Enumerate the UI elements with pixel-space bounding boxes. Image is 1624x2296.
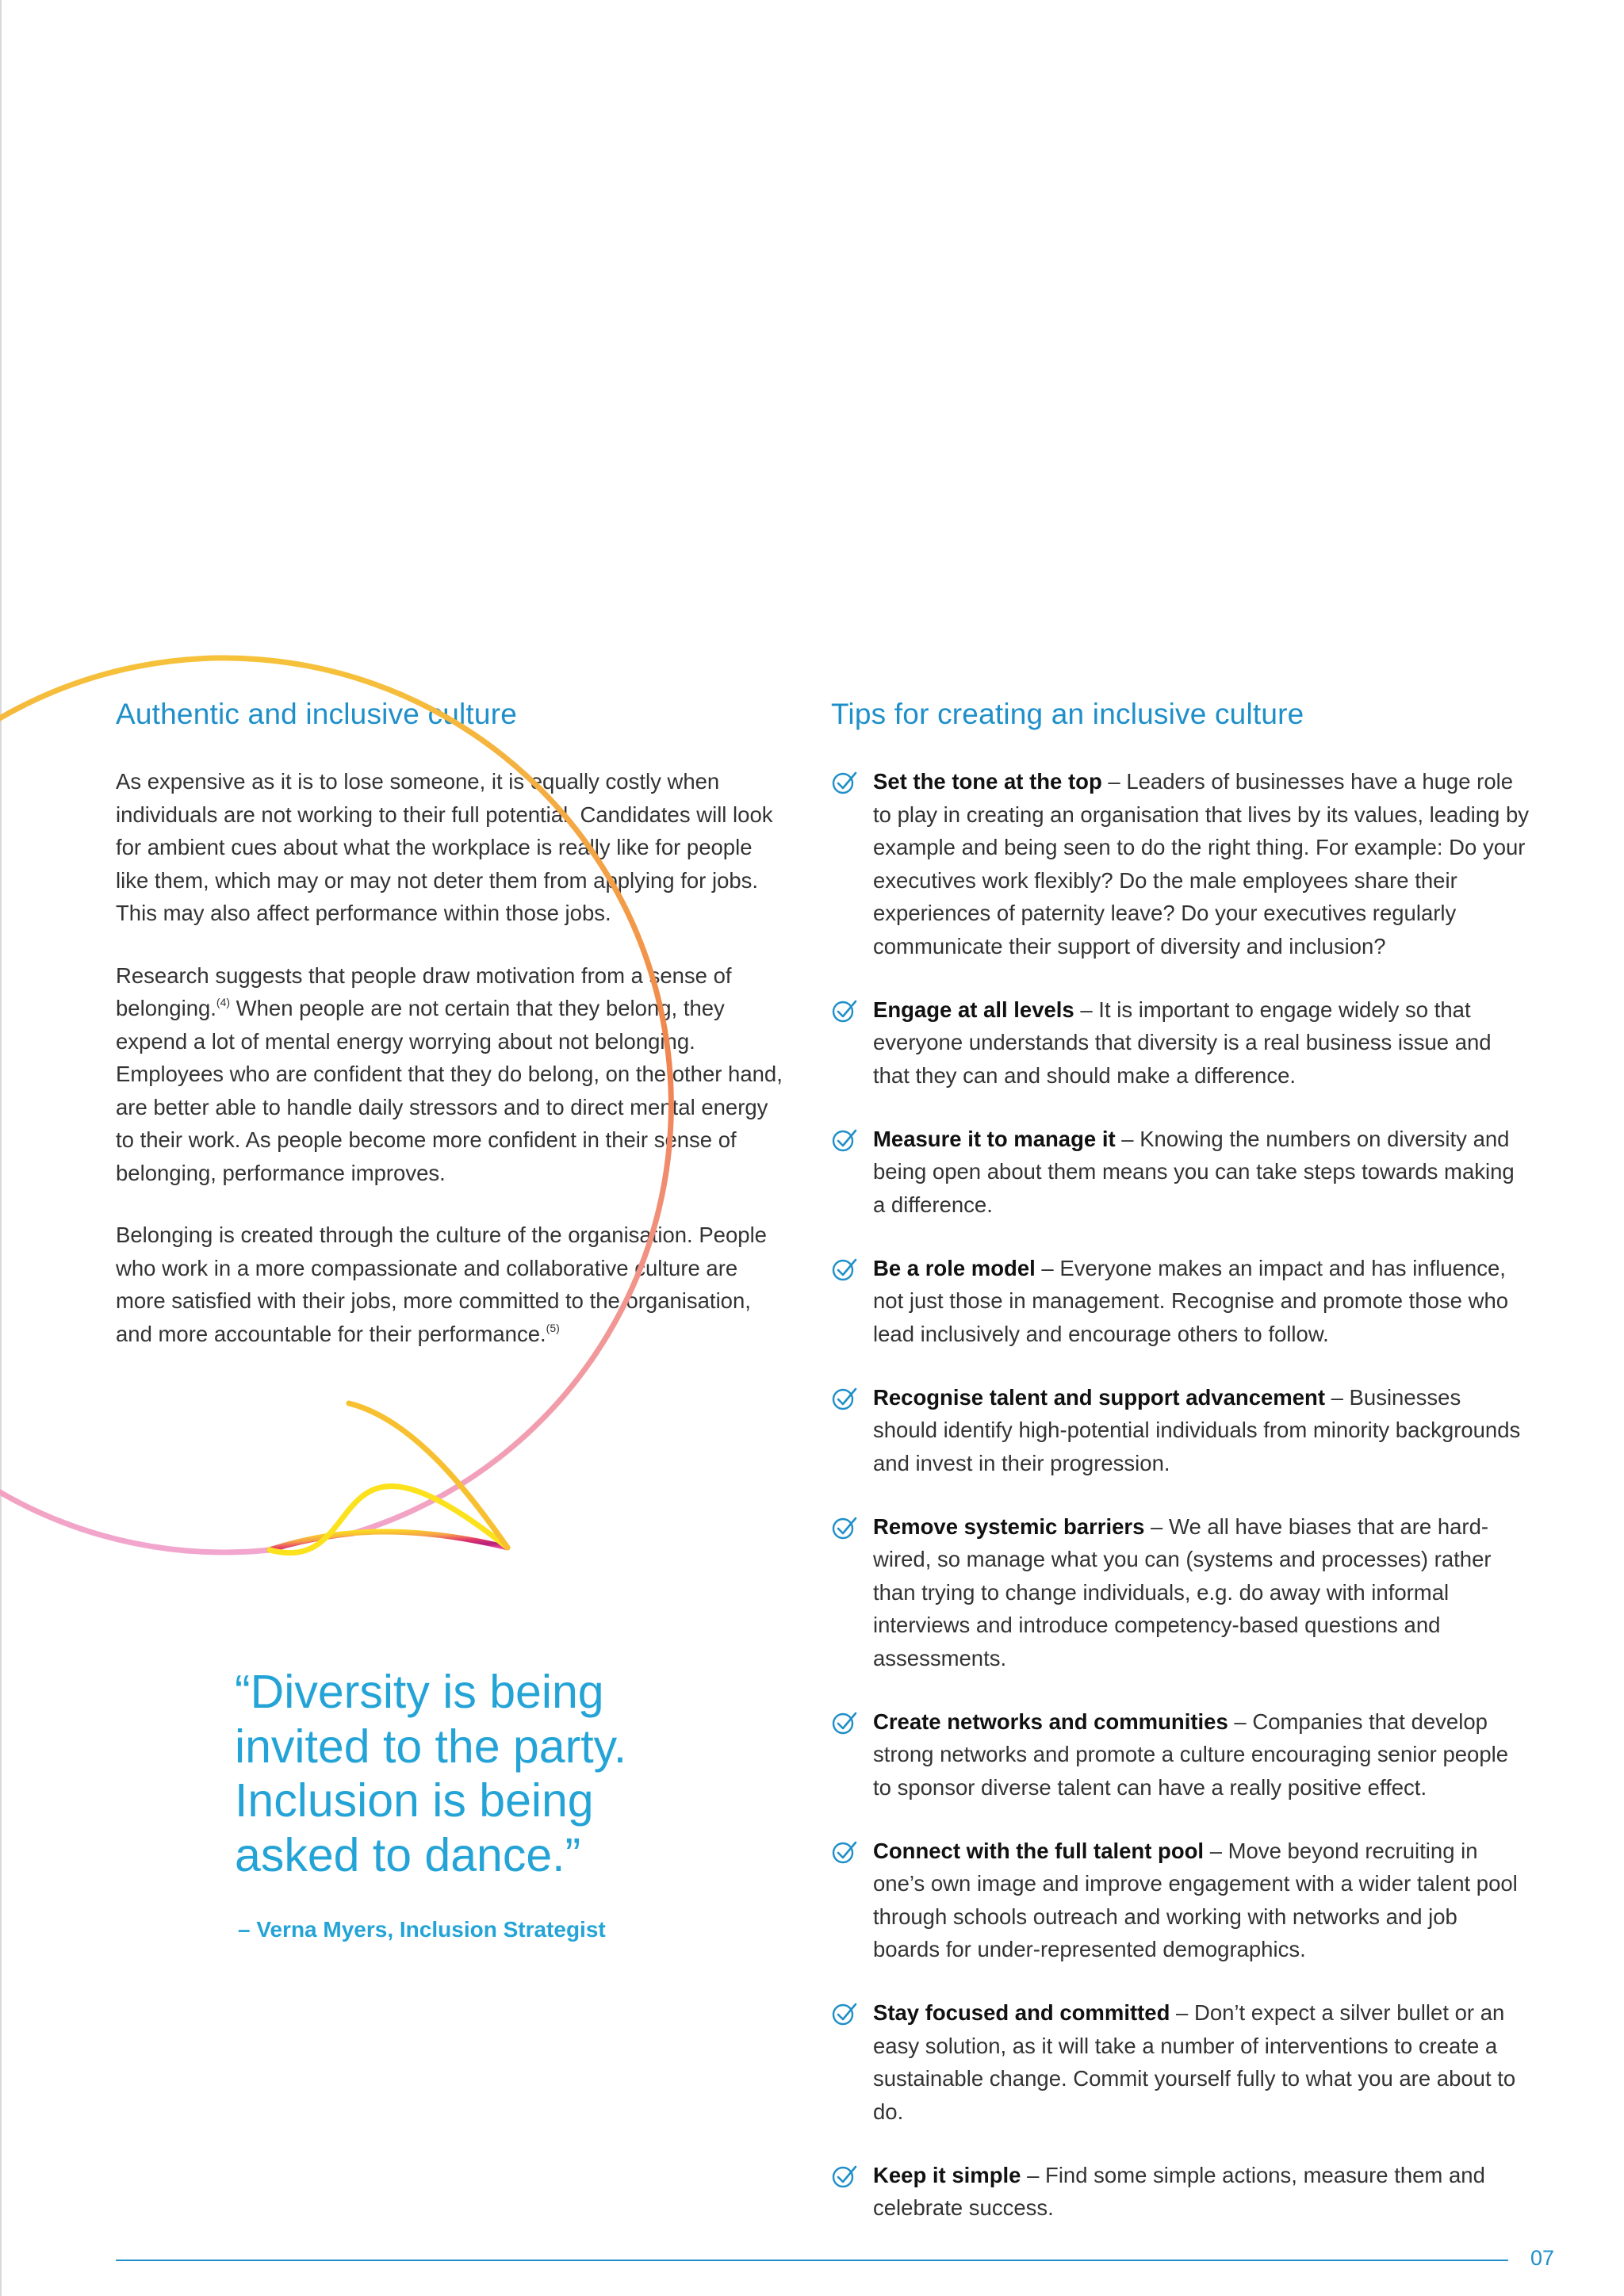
- paragraph-2-end: When people are not certain that they belong, they expend a lot of mental energy worrying about not belonging. Employees who are confident that they do belong, on the other hand, are better able to handle daily stressors and to direct mental energy to their work. As people become more confident in their sense of belonging, performance improves.: [116, 996, 783, 1185]
- tip-item: [831, 1996, 1529, 2128]
- check-circle-icon: [831, 1127, 858, 1154]
- tip-body: – Businesses should identify high-potential individuals from minority backgrounds and invest in their progression.: [873, 1384, 1521, 1475]
- tip-title: Be a role model: [873, 1255, 1036, 1280]
- tip-title: Engage at all levels: [873, 997, 1074, 1022]
- tip-body: – Everyone makes an impact and has influence, not just those in management. Recognise and promote those who lead inclusively and encourage others to follow.: [873, 1255, 1509, 1346]
- check-circle-icon: [831, 1385, 858, 1412]
- tip-body: – Don’t expect a silver bullet or an easy solution, as it will take a number of interventions to create a sustainable change. Commit yourself fully to what you are about to do.: [873, 2000, 1516, 2124]
- tip-body: – It is important to engage widely so that everyone understands that diversity is a real business issue and that they can and should make a difference.: [873, 997, 1492, 1088]
- tip-item: [831, 2159, 1529, 2225]
- check-circle-icon: [831, 1839, 858, 1866]
- paragraph-2-start: Research suggests that people draw motivation from a sense of belonging.: [116, 962, 732, 1020]
- tip-body: – We all have biases that are hard-wired, so manage what you can (systems and processes) rather than trying to change individuals, e.g. do away with informal interviews and introduce competency-based questions and assessments.: [873, 1513, 1492, 1670]
- quote-attribution: – Verna Myers, Inclusion Strategist: [238, 1917, 606, 1942]
- tip-body: – Knowing the numbers on diversity and being open about them means you can take steps towards making a difference.: [873, 1126, 1515, 1217]
- tip-title: Measure it to manage it: [873, 1126, 1116, 1151]
- tip-body: – Leaders of businesses have a huge role to play in creating an organisation that lives by its values, leading by example and being seen to do the right thing. For example: Do your executives work flexibly? Do the male employees share their experiences of paternity leave? Do your executives regularly communicate their support of diversity and inclusion?: [873, 769, 1530, 959]
- tip-title: Connect with the full talent pool: [873, 1838, 1205, 1863]
- tip-title: Stay focused and committed: [873, 2000, 1170, 2025]
- tip-item: [831, 1252, 1529, 1351]
- pull-quote: “Diversity is being invited to the party. Inclusion is being asked to dance.”: [235, 1666, 627, 1881]
- tip-title: Set the tone at the top: [873, 769, 1102, 794]
- footer-rule: [116, 2260, 1508, 2261]
- check-circle-icon: [831, 2163, 858, 2190]
- tip-item: [831, 1381, 1529, 1480]
- check-circle-icon: [831, 1709, 858, 1736]
- paragraph-3-text: Belonging is created through the culture of the organisation. People who work in a more compassionate and collaborative culture are more satisfied with their jobs, more committed to the organisation, and more accountable for their performance.: [116, 1223, 767, 1346]
- tip-body: – Find some simple actions, measure them and celebrate success.: [873, 2162, 1485, 2220]
- tip-body: – Move beyond recruiting in one’s own image and improve engagement with a wider talent pool through schools outreach and working with networks and job boards for under-represented demographics.: [873, 1838, 1518, 1961]
- paragraph-1: As expensive as it is to lose someone, it is equally costly when individuals are not working to their full potential. Candidates will look for ambient cues about what the workplace is really like for people like them, which may or may not deter them from applying for jobs. This may also affect performance within those jobs.: [116, 769, 773, 925]
- tip-title: Create networks and communities: [873, 1709, 1228, 1734]
- tip-title: Recognise talent and support advancement: [873, 1384, 1325, 1410]
- section-heading-authentic-culture: Authentic and inclusive culture: [116, 698, 517, 730]
- check-circle-icon: [831, 1514, 858, 1541]
- tips-list: [831, 765, 1529, 2255]
- check-circle-icon: [831, 997, 858, 1024]
- check-circle-icon: [831, 769, 858, 796]
- footnote-ref-4: (4): [216, 996, 231, 1008]
- check-circle-icon: [831, 1256, 858, 1283]
- tip-title: Remove systemic barriers: [873, 1513, 1145, 1539]
- tip-item: [831, 765, 1529, 962]
- check-circle-icon: [831, 2000, 858, 2027]
- tip-title: Keep it simple: [873, 2162, 1021, 2187]
- section-heading-tips: Tips for creating an inclusive culture: [831, 698, 1304, 730]
- page-number: 07: [1530, 2246, 1555, 2270]
- tip-item: [831, 1123, 1529, 1222]
- tip-item: [831, 1835, 1529, 1966]
- footnote-ref-5: (5): [546, 1321, 560, 1334]
- tip-item: [831, 993, 1529, 1093]
- tip-item: [831, 1510, 1529, 1675]
- tip-body: – Companies that develop strong networks and promote a culture encouraging senior people to sponsor diverse talent can have a really positive effect.: [873, 1709, 1509, 1800]
- tip-item: [831, 1705, 1529, 1804]
